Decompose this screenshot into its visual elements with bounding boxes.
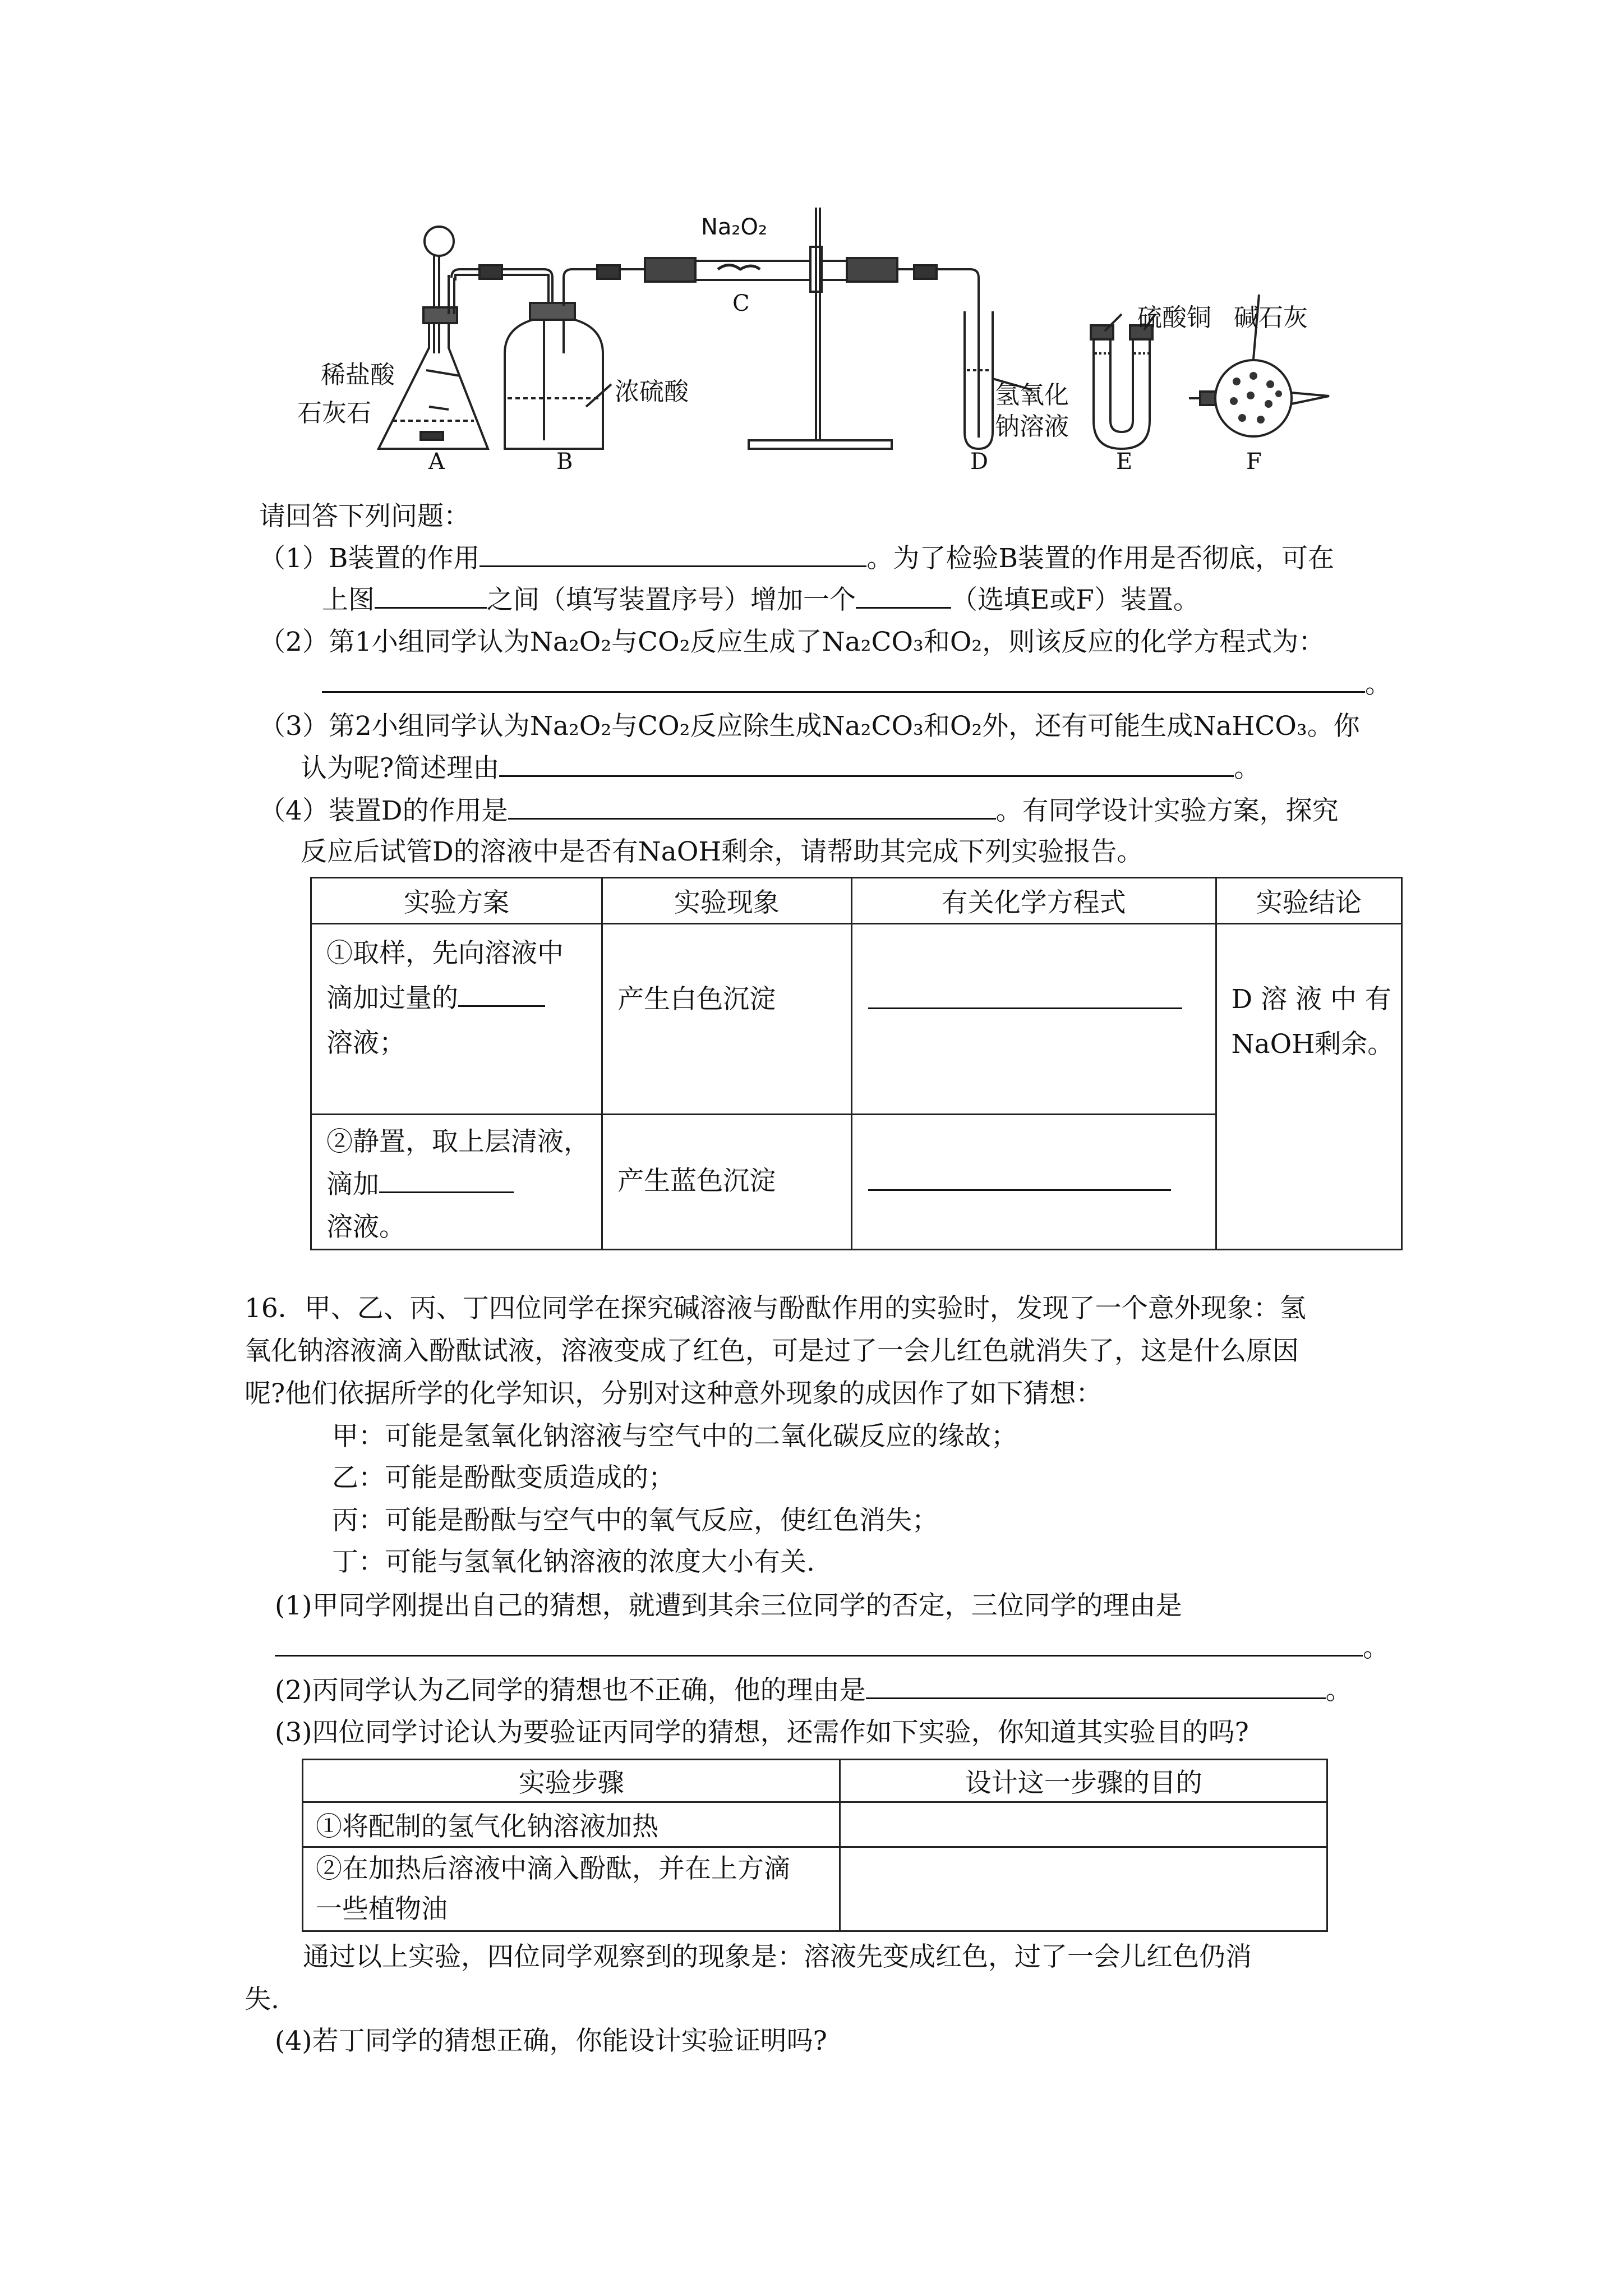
label-b: B — [556, 449, 573, 475]
row2-plan-a: ②静置，取上层清液， — [326, 1126, 590, 1157]
label-cuso4: 硫酸铜 — [1137, 303, 1211, 332]
q16-observation-2: 失. — [245, 1984, 279, 2015]
answer-blank[interactable] — [458, 979, 545, 1007]
purpose-cell-2[interactable] — [840, 1847, 1327, 1931]
q16-sub3: (3)四位同学讨论认为要验证丙同学的猜想，还需作如下实验，你知道其实验目的吗? — [275, 1717, 1249, 1748]
q15-part3-line1: （3）第2小组同学认为Na₂O₂与CO₂反应除生成Na₂CO₃和O₂外，还有可能生成NaHCO₃。你 — [259, 711, 1360, 742]
q15-part1-line2: 上图 之间（填写装置序号）增加一个 （选填E或F）装置。 — [322, 581, 1200, 619]
label-a: A — [428, 449, 445, 475]
row2-phenomenon: 产生蓝色沉淀 — [617, 1166, 776, 1197]
step1: ①将配制的氢气化钠溶液加热 — [316, 1811, 658, 1842]
answer-blank[interactable] — [479, 540, 866, 567]
row2-plan-b: 滴加 — [326, 1163, 601, 1206]
row1-plan-b: 滴加过量的 — [326, 976, 601, 1021]
q16-guess-yi: 乙：可能是酚酞变质造成的； — [332, 1462, 675, 1493]
purpose-cell-1[interactable] — [840, 1802, 1327, 1847]
drying-tube-f — [1189, 360, 1329, 436]
q16-guess-jia: 甲：可能是氢氧化钠溶液与空气中的二氧化碳反应的缘故； — [332, 1421, 1017, 1452]
answer-blank[interactable] — [868, 982, 1182, 1009]
q15-report-table — [310, 877, 1403, 1250]
q16-sub1-answer: 。 — [275, 1629, 1389, 1667]
q16-guess-bing: 丙：可能是酚酞与空气中的氧气反应，使红色消失； — [332, 1505, 938, 1536]
label-d: D — [970, 449, 989, 475]
answer-blank[interactable] — [379, 1166, 514, 1193]
label-h2so4: 浓硫酸 — [615, 378, 689, 406]
header-purpose: 设计这一步骤的目的 — [840, 1760, 1327, 1802]
row2-plan-c: 溶液。 — [326, 1212, 405, 1243]
answer-blank[interactable] — [499, 749, 1234, 777]
answer-blank[interactable] — [375, 581, 487, 609]
label-f: F — [1246, 449, 1262, 475]
answer-blank[interactable] — [856, 581, 951, 609]
conclusion-b: NaOH剩余。 — [1231, 1029, 1394, 1060]
header-plan: 实验方案 — [311, 878, 602, 924]
label-e: E — [1116, 449, 1133, 475]
q15-intro: 请回答下列问题： — [259, 501, 470, 532]
q15-part2-line1: （2）第1小组同学认为Na₂O₂与CO₂反应生成了Na₂CO₃和O₂，则该反应的化学方程式为： — [259, 627, 1325, 657]
label-na2o2: Na₂O₂ — [701, 214, 767, 240]
label-sodalime: 碱石灰 — [1234, 303, 1308, 332]
header-phenomenon: 实验现象 — [602, 878, 852, 924]
step2-b: 一些植物油 — [316, 1893, 448, 1925]
apparatus-diagram — [280, 185, 1346, 488]
header-step: 实验步骤 — [303, 1760, 840, 1802]
q16-sub4: (4)若丁同学的猜想正确，你能设计实验证明吗? — [275, 2026, 827, 2056]
q15-part3-line2: 认为呢?简述理由 。 — [301, 749, 1260, 787]
q15-part4-line2: 反应后试管D的溶液中是否有NaOH剩余，请帮助其完成下列实验报告。 — [301, 836, 1144, 867]
row1-plan-c: 溶液； — [326, 1028, 405, 1059]
flask-a — [379, 227, 488, 449]
answer-blank[interactable] — [322, 665, 1365, 693]
bottle-b — [505, 303, 603, 449]
label-naoh-2: 钠溶液 — [995, 412, 1069, 441]
answer-blank[interactable] — [275, 1629, 1363, 1657]
row1-plan-a: ①取样，先向溶液中 — [326, 938, 564, 969]
q16-steps-table — [302, 1759, 1328, 1932]
label-hcl: 稀盐酸 — [321, 361, 395, 389]
label-naoh-1: 氢氧化 — [995, 381, 1069, 409]
header-equation: 有关化学方程式 — [851, 878, 1216, 924]
q16-sub1: (1)甲同学刚提出自己的猜想，就遭到其余三位同学的否定，三位同学的理由是 — [275, 1590, 1182, 1621]
q15-part4-line1: （4）装置D的作用是 。有同学设计实验方案，探究 — [259, 792, 1339, 830]
tube-c — [645, 208, 897, 449]
row1-phenomenon: 产生白色沉淀 — [617, 984, 776, 1015]
step2-a: ②在加热后溶液中滴入酚酞，并在上方滴 — [316, 1853, 790, 1884]
test-tube-d — [965, 311, 993, 449]
q16-observation-1: 通过以上实验，四位同学观察到的现象是：溶液先变成红色，过了一会儿红色仍消 — [303, 1941, 1252, 1972]
answer-blank[interactable] — [866, 1672, 1326, 1699]
label-c: C — [732, 291, 750, 316]
answer-blank[interactable] — [868, 1163, 1171, 1191]
q16-guess-ding: 丁：可能与氢氧化钠溶液的浓度大小有关. — [332, 1547, 815, 1577]
conclusion-a: D 溶 液 中 有 — [1231, 984, 1391, 1015]
q15-part1-line1: （1）B装置的作用 。为了检验B装置的作用是否彻底，可在 — [259, 540, 1334, 577]
q16-line2: 氧化钠溶液滴入酚酞试液，溶液变成了红色，可是过了一会儿红色就消失了，这是什么原因 — [245, 1336, 1299, 1366]
q16-line1: 16．甲、乙、丙、丁四位同学在探究碱溶液与酚酞作用的实验时，发现了一个意外现象：氢 — [245, 1293, 1306, 1324]
label-limestone: 石灰石 — [297, 399, 371, 427]
q15-part2-line2: 。 — [322, 665, 1391, 703]
answer-blank[interactable] — [508, 792, 996, 820]
q16-sub2: (2)丙同学认为乙同学的猜想也不正确，他的理由是 。 — [275, 1672, 1352, 1709]
q16-line3: 呢?他们依据所学的化学知识，分别对这种意外现象的成因作了如下猜想： — [245, 1378, 1103, 1409]
header-conclusion: 实验结论 — [1216, 878, 1401, 924]
u-tube-e — [1091, 325, 1152, 449]
